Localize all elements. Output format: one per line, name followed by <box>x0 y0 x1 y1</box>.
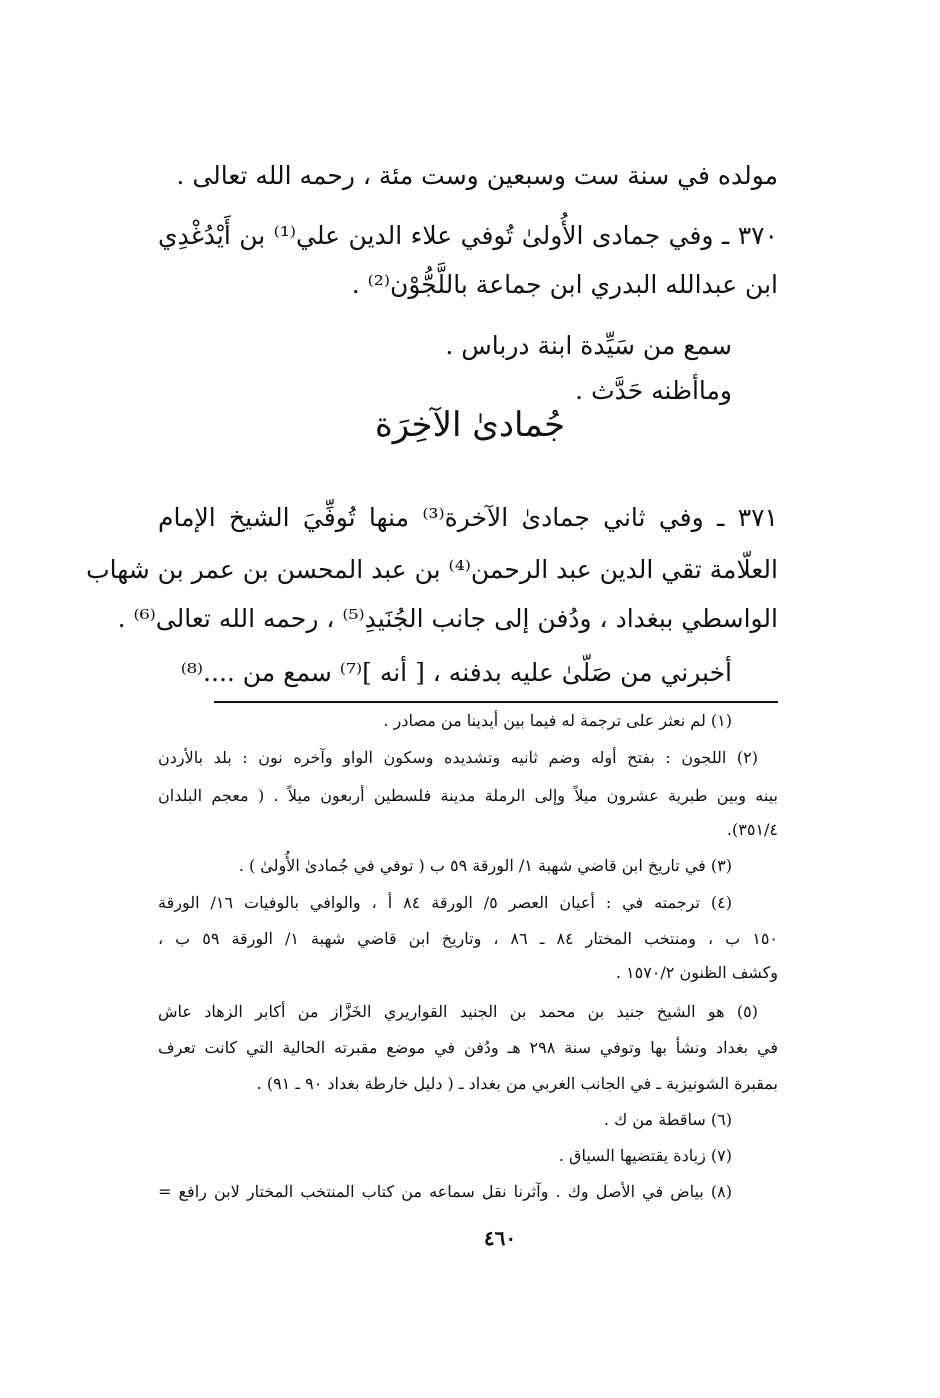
section-heading: جُمادىٰ الآخِرَة <box>374 405 566 445</box>
entry-371-line-4: أخبرني من صَلّىٰ عليه بدفنه ، [ أنه ]⁽⁷⁾ سمع من ....⁽⁸⁾ <box>180 658 732 687</box>
footnote-5-line-1: (٥) هو الشيخ جنيد بن محمد بن الجنيد القواريري الخَزَّاز من أكابر الزهاد عاش <box>158 1002 758 1021</box>
footnote-8: (٨) بياض في الأصل وك . وآثرنا نقل سماعه من كتاب المنتخب المختار لابن رافع = <box>158 1182 732 1201</box>
footnote-2-line-1: (٢) اللجون : بفتح أوله وضم ثانيه وتشديده وسكون الواو وآخره نون : بلد بالأردن <box>158 748 758 767</box>
footnote-4-line-1: (٤) ترجمته في : أعيان العصر ٥/ الورقة ٨٤ أ ، والوافي بالوفيات ١٦/ الورقة <box>158 893 733 912</box>
footnote-6: (٦) ساقطة من ك . <box>603 1110 732 1129</box>
footnote-7: (٧) زيادة يقتضيها السياق . <box>558 1146 732 1165</box>
footnote-5-line-3: بمقبرة الشونيزية ـ في الجانب الغربي من بغداد ـ ( دليل خارطة بغداد ٩٠ ـ ٩١) . <box>256 1074 778 1093</box>
footnote-4-line-3: وكشف الظنون ١٥٧٠/٢ . <box>615 963 778 982</box>
entry-370-line-1: ٣٧٠ ـ وفي جمادى الأُولىٰ تُوفي علاء الدين علي⁽¹⁾ بن أَيْدُغْدِي <box>158 221 778 250</box>
footnote-2-line-3: ٣٥١/٤). <box>726 820 778 839</box>
footnote-1: (١) لم نعثر على ترجمة له فيما بين أيدينا من مصادر . <box>383 711 732 730</box>
entry-371-line-2: العلّامة تقي الدين عبد الرحمن⁽⁴⁾ بن عبد المحسن بن عمر بن شهاب <box>86 555 778 584</box>
footnote-2-line-2: بينه وبين طبرية عشرون ميلاً وإلى الرملة مدينة فلسطين أربعون ميلاً . ( معجم البلدان <box>158 786 778 805</box>
body-line-1: مولده في سنة ست وسبعين وست مئة ، رحمه الله تعالى . <box>176 161 778 190</box>
page-number: ٤٦٠ <box>483 1226 517 1250</box>
entry-370-line-2: ابن عبدالله البدري ابن جماعة باللَّجُّوْن⁽²⁾ . <box>351 270 778 299</box>
entry-371-line-3: الواسطي ببغداد ، ودُفن إلى جانب الجُنَيدِ⁽⁵⁾ ، رحمه الله تعالى⁽⁶⁾ . <box>117 604 778 633</box>
footnote-5-line-2: في بغداد ونشأ بها وتوفي سنة ٢٩٨ هـ ودُفن في موضع مقبرته الحالية التي كانت تعرف <box>158 1038 778 1057</box>
entry-371-line-1: ٣٧١ ـ وفي ثاني جمادىٰ الآخرة⁽³⁾ منها تُوفِّيَ الشيخ الإمام <box>158 503 778 532</box>
footnote-3: (٣) في تاريخ ابن قاضي شهبة ١/ الورقة ٥٩ ب ( توفي في جُمادىٰ الأُولىٰ ) . <box>238 856 732 875</box>
footnote-separator <box>214 701 778 703</box>
entry-370-line-4: وماأظنه حَدَّث . <box>575 376 732 405</box>
footnote-4-line-2: ١٥٠ ب ، ومنتخب المختار ٨٤ ـ ٨٦ ، وتاريخ ابن قاضي شهبة ١/ الورقة ٥٩ ب ، <box>158 929 779 948</box>
entry-370-line-3: سمع من سَيِّدة ابنة درباس . <box>445 331 732 360</box>
